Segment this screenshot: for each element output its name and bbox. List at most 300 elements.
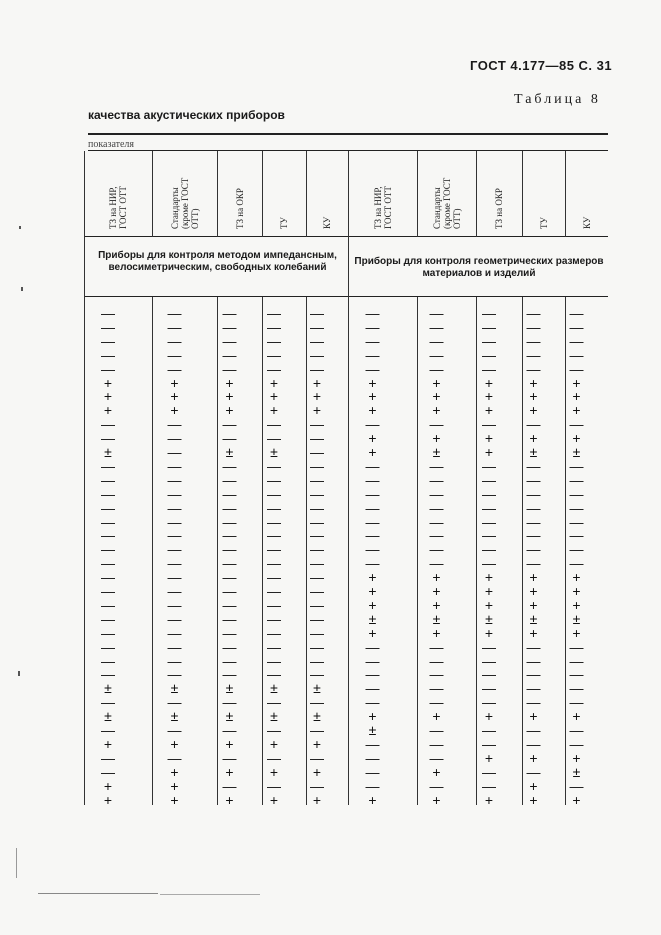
table-cell: —: [526, 763, 541, 780]
table-cell: —: [267, 332, 281, 349]
table-cell: —: [429, 666, 444, 683]
table-cell: —: [365, 735, 380, 752]
table-cell: —: [429, 360, 444, 377]
table-cell: —: [526, 485, 541, 502]
table-cell: —: [429, 457, 444, 474]
table-cell: —: [310, 652, 324, 669]
table-cell: —: [101, 694, 115, 711]
table-cell: +: [269, 735, 279, 752]
table-cell: —: [267, 527, 281, 544]
table-cell: +: [269, 763, 279, 780]
column-header-1: ТЗ на НИР, ГОСТ ОТТ: [108, 186, 128, 229]
page-header: ГОСТ 4.177—85 С. 31: [470, 58, 613, 73]
table-cell: +: [572, 708, 581, 725]
table-cell: —: [429, 318, 444, 335]
table-cell: —: [101, 624, 115, 641]
table-cell: —: [222, 652, 237, 669]
table-cell: —: [101, 722, 115, 738]
table-cell: —: [167, 569, 182, 586]
table-cell: —: [482, 722, 496, 738]
table-cell: —: [167, 360, 182, 377]
table-cell: —: [526, 735, 541, 752]
table-cell: —: [310, 610, 324, 627]
group-header-impedance: Приборы для контроля методом импедансным, велосиметрическим, свободных колебаний: [98, 250, 337, 273]
table-cell: —: [222, 555, 237, 572]
table-cell: —: [167, 527, 182, 544]
table-cell: +: [312, 735, 322, 752]
table-cell: —: [310, 513, 324, 530]
table-cell: +: [269, 374, 279, 391]
column-header-7: Стандарты (кроме ГОСТ ОТТ): [431, 177, 462, 229]
table-cell: +: [432, 791, 441, 808]
table-cell: —: [482, 416, 496, 433]
table-cell: —: [482, 638, 496, 655]
column-header-2: Стандарты (кроме ГОСТ ОТТ): [169, 177, 200, 229]
table-cell: —: [482, 457, 496, 474]
table-cell: —: [267, 610, 281, 627]
table-cell: —: [222, 569, 237, 586]
table-cell: —: [365, 457, 380, 474]
table-cell: +: [484, 402, 494, 419]
table-cell: —: [310, 471, 324, 488]
table-cell: —: [310, 485, 324, 502]
table-cell: —: [267, 318, 281, 335]
table-cell: —: [101, 583, 115, 599]
table-cell: —: [429, 777, 444, 794]
table-cell: +: [432, 388, 441, 405]
table-cell: —: [526, 680, 541, 697]
table-cell: —: [482, 666, 496, 683]
table-cell: —: [222, 624, 237, 641]
table-cell: —: [310, 305, 324, 321]
table-cell: —: [429, 527, 444, 544]
table-cell: +: [170, 388, 179, 405]
table-cell: —: [526, 527, 541, 544]
table-cell: —: [310, 638, 324, 655]
table-cell: —: [482, 527, 496, 544]
table-cell: —: [222, 430, 237, 447]
table-cell: —: [482, 318, 496, 335]
table-cell: —: [526, 722, 541, 738]
table-cell: +: [170, 374, 179, 391]
table-cell: +: [312, 388, 322, 405]
table-cell: +: [432, 402, 441, 419]
table-cell: —: [569, 555, 584, 572]
table-cell: —: [429, 499, 444, 516]
table-cell: +: [103, 791, 113, 808]
table-cell: +: [529, 569, 538, 586]
table-cell: ±: [313, 708, 321, 725]
table-cell: —: [526, 360, 541, 377]
table-cell: +: [484, 388, 494, 405]
table-cell: +: [368, 388, 377, 405]
table-cell: —: [267, 666, 281, 683]
scan-speck: [19, 226, 21, 229]
table-cell: +: [432, 569, 441, 586]
column-divider: [348, 151, 349, 805]
table-cell: —: [101, 652, 115, 669]
column-header-5: КУ: [322, 216, 332, 229]
table-cell: ±: [170, 680, 179, 697]
table-cell: —: [267, 471, 281, 488]
table-cell: —: [429, 471, 444, 488]
table-cell: —: [222, 638, 237, 655]
table-cell: +: [225, 735, 234, 752]
table-cell: —: [101, 346, 115, 363]
table-cell: +: [572, 596, 581, 613]
table-cell: —: [569, 332, 584, 349]
table-cell: —: [167, 513, 182, 530]
table-cell: —: [569, 694, 584, 711]
table-cell: +: [529, 749, 538, 766]
table-cell: —: [267, 722, 281, 738]
table-cell: ±: [104, 680, 112, 697]
table-cell: +: [103, 402, 113, 419]
table-cell: —: [429, 694, 444, 711]
table-cell: —: [267, 360, 281, 377]
table-cell: —: [167, 652, 182, 669]
table-cell: —: [267, 596, 281, 613]
table-cell: +: [312, 374, 322, 391]
table-cell: —: [365, 485, 380, 502]
table-cell: —: [101, 360, 115, 377]
table-cell: +: [368, 596, 377, 613]
table-cell: —: [167, 583, 182, 599]
table-cell: —: [482, 777, 496, 794]
table-cell: +: [529, 708, 538, 725]
table-cell: —: [267, 513, 281, 530]
column-divider: [565, 151, 566, 237]
table-cell: —: [310, 666, 324, 683]
table-cell: +: [225, 374, 234, 391]
table-cell: —: [365, 360, 380, 377]
column-header-8: ТЗ на ОКР: [494, 188, 504, 229]
table-cell: —: [267, 416, 281, 433]
table-cell: —: [101, 569, 115, 586]
table-cell: —: [365, 318, 380, 335]
table-cell: —: [267, 749, 281, 766]
table-cell: —: [569, 527, 584, 544]
scan-speck: [21, 287, 23, 291]
table-cell: —: [429, 652, 444, 669]
table-cell: +: [269, 791, 279, 808]
table-cell: —: [167, 638, 182, 655]
table-cell: +: [529, 388, 538, 405]
table-cell: —: [482, 555, 496, 572]
table-cell: +: [225, 763, 234, 780]
table-cell: —: [526, 638, 541, 655]
table-cell: —: [101, 763, 115, 780]
table-cell: —: [526, 318, 541, 335]
table-cell: —: [365, 680, 380, 697]
table-cell: —: [429, 305, 444, 321]
table-cell: +: [432, 763, 441, 780]
table-cell: —: [365, 499, 380, 516]
scan-speck: [16, 848, 17, 878]
table-cell: +: [572, 402, 581, 419]
table-cell: —: [222, 485, 237, 502]
table-cell: —: [167, 722, 182, 738]
table-cell: +: [368, 569, 377, 586]
table-cell: —: [526, 652, 541, 669]
table-cell: +: [572, 569, 581, 586]
table-cell: —: [101, 332, 115, 349]
table-cell: —: [101, 666, 115, 683]
table-cell: +: [103, 777, 113, 794]
table-cell: —: [267, 485, 281, 502]
column-header-6: ТЗ на НИР, ГОСТ ОТТ: [372, 186, 393, 229]
table-cell: —: [569, 541, 584, 558]
table-cell: —: [365, 513, 380, 530]
table-cell: —: [222, 541, 237, 558]
table-cell: ±: [529, 610, 538, 627]
table-cell: —: [365, 416, 380, 433]
table-number-label: Таблица 8: [514, 92, 601, 107]
table-cell: —: [429, 541, 444, 558]
table-cell: —: [482, 305, 496, 321]
table-cell: —: [365, 555, 380, 572]
table-cell: +: [432, 596, 441, 613]
table-cell: +: [529, 777, 538, 794]
table-cell: +: [572, 388, 581, 405]
table-cell: —: [526, 666, 541, 683]
table-cell: —: [310, 624, 324, 641]
table-cell: —: [222, 596, 237, 613]
table-cell: ±: [368, 610, 377, 627]
column-divider: [476, 297, 477, 805]
table-cell: —: [569, 777, 584, 794]
column-divider: [476, 151, 477, 237]
table-cell: ±: [270, 444, 278, 460]
table-cell: —: [526, 416, 541, 433]
table-cell: —: [167, 416, 182, 433]
table-cell: +: [368, 624, 377, 641]
column-divider: [262, 151, 263, 237]
table-cell: ±: [432, 610, 441, 627]
table-cell: —: [167, 457, 182, 474]
table-cell: —: [101, 499, 115, 516]
table-cell: +: [225, 402, 234, 419]
table-cell: —: [167, 499, 182, 516]
column-header-10: КУ: [581, 216, 592, 229]
table-top-rule: [88, 133, 608, 135]
table-cell: —: [101, 555, 115, 572]
table-cell: +: [484, 596, 494, 613]
table-cell: —: [310, 499, 324, 516]
column-header-3: ТЗ на ОКР: [234, 188, 245, 229]
table-cell: —: [569, 680, 584, 697]
table-cell: ±: [572, 444, 581, 460]
table-cell: —: [429, 555, 444, 572]
table-cell: —: [569, 722, 584, 738]
table-cell: —: [482, 680, 496, 697]
table-cell: ±: [225, 708, 234, 725]
table-cell: —: [365, 763, 380, 780]
table-cell: —: [267, 541, 281, 558]
table-cell: —: [267, 652, 281, 669]
table-cell: —: [310, 694, 324, 711]
table-cell: —: [222, 666, 237, 683]
table-cell: —: [429, 485, 444, 502]
table-cell: —: [167, 624, 182, 641]
table-cell: —: [365, 305, 380, 321]
table-cell: +: [368, 374, 377, 391]
table-cell: —: [310, 527, 324, 544]
table-cell: +: [529, 596, 538, 613]
table-cell: —: [101, 638, 115, 655]
table-cell: —: [569, 513, 584, 530]
table-cell: —: [365, 749, 380, 766]
table-cell: —: [101, 430, 115, 447]
body-top-rule: [84, 296, 608, 297]
table-cell: +: [572, 624, 581, 641]
table-cell: —: [365, 777, 380, 794]
table-cell: +: [572, 583, 581, 599]
table-cell: —: [526, 305, 541, 321]
table-cell: ±: [104, 444, 112, 460]
table-cell: —: [310, 332, 324, 349]
table-cell: +: [103, 388, 113, 405]
table-cell: —: [482, 694, 496, 711]
table-cell: —: [365, 346, 380, 363]
table-cell: —: [101, 610, 115, 627]
table-cell: —: [310, 722, 324, 738]
table-cell: —: [267, 499, 281, 516]
table-cell: —: [526, 471, 541, 488]
table-cell: —: [569, 666, 584, 683]
table-cell: +: [103, 374, 113, 391]
column-divider: [217, 297, 218, 805]
table-cell: —: [482, 346, 496, 363]
table-cell: —: [482, 763, 496, 780]
table-cell: —: [569, 471, 584, 488]
table-cell: —: [429, 513, 444, 530]
table-cell: —: [167, 485, 182, 502]
column-divider: [417, 151, 418, 237]
table-cell: —: [482, 652, 496, 669]
table-cell: —: [429, 416, 444, 433]
table-cell: —: [222, 749, 237, 766]
table-cell: —: [429, 332, 444, 349]
table-cell: +: [368, 791, 377, 808]
table-cell: ±: [225, 444, 234, 460]
table-cell: +: [572, 374, 581, 391]
table-cell: —: [569, 416, 584, 433]
table-cell: —: [101, 749, 115, 766]
table-cell: —: [365, 332, 380, 349]
table-cell: —: [569, 638, 584, 655]
table-cell: —: [167, 471, 182, 488]
table-cell: —: [526, 457, 541, 474]
table-cell: +: [432, 430, 441, 447]
table-cell: +: [269, 388, 279, 405]
table-cell: —: [310, 430, 324, 447]
table-cell: —: [310, 457, 324, 474]
table-cell: —: [101, 416, 115, 433]
table-cell: +: [432, 624, 441, 641]
table-cell: —: [526, 332, 541, 349]
column-divider: [217, 151, 218, 237]
table-cell: —: [569, 305, 584, 321]
table-cell: +: [484, 583, 494, 599]
table-left-border: [84, 151, 85, 805]
table-cell: —: [167, 694, 182, 711]
table-cell: —: [167, 666, 182, 683]
table-cell: —: [222, 457, 237, 474]
table-cell: —: [101, 318, 115, 335]
table-cell: +: [368, 708, 377, 725]
table-cell: —: [267, 624, 281, 641]
table-cell: —: [167, 555, 182, 572]
table-cell: —: [482, 513, 496, 530]
table-cell: +: [368, 402, 377, 419]
table-cell: —: [429, 722, 444, 738]
table-cell: —: [222, 777, 237, 794]
table-cell: ±: [270, 680, 278, 697]
table-cell: +: [572, 749, 581, 766]
table-cell: ±: [572, 763, 581, 780]
table-cell: —: [222, 416, 237, 433]
subheader-rule: [84, 236, 608, 237]
table-cell: —: [222, 722, 237, 738]
table-cell: ±: [170, 708, 179, 725]
table-cell: —: [569, 457, 584, 474]
table-cell: —: [310, 444, 324, 460]
table-cell: —: [267, 583, 281, 599]
table-cell: —: [482, 541, 496, 558]
table-cell: —: [482, 360, 496, 377]
table-cell: —: [310, 596, 324, 613]
table-cell: +: [368, 430, 377, 447]
table-cell: —: [310, 360, 324, 377]
table-cell: —: [526, 541, 541, 558]
table-cell: —: [310, 318, 324, 335]
table-cell: —: [222, 694, 237, 711]
table-cell: —: [365, 638, 380, 655]
table-cell: —: [365, 541, 380, 558]
table-cell: +: [368, 444, 377, 460]
table-cell: +: [432, 708, 441, 725]
table-cell: +: [572, 430, 581, 447]
table-cell: —: [267, 430, 281, 447]
table-cell: —: [101, 541, 115, 558]
column-divider: [417, 297, 418, 805]
table-cell: —: [267, 638, 281, 655]
table-cell: +: [170, 777, 179, 794]
table-cell: —: [310, 346, 324, 363]
table-cell: —: [310, 749, 324, 766]
table-cell: +: [269, 402, 279, 419]
table-cell: —: [526, 513, 541, 530]
table-cell: —: [569, 735, 584, 752]
table-cell: —: [429, 680, 444, 697]
table-cell: +: [572, 791, 581, 808]
table-cell: +: [170, 735, 179, 752]
table-cell: —: [310, 541, 324, 558]
table-cell: —: [222, 583, 237, 599]
table-cell: —: [222, 610, 237, 627]
column-header-4: ТУ: [279, 217, 289, 229]
table-cell: —: [365, 652, 380, 669]
table-cell: —: [526, 346, 541, 363]
table-cell: +: [484, 791, 494, 808]
table-cell: —: [569, 318, 584, 335]
table-cell: —: [167, 318, 182, 335]
table-cell: ±: [225, 680, 234, 697]
table-cell: —: [167, 749, 182, 766]
table-cell: ±: [432, 444, 441, 460]
table-cell: —: [101, 457, 115, 474]
